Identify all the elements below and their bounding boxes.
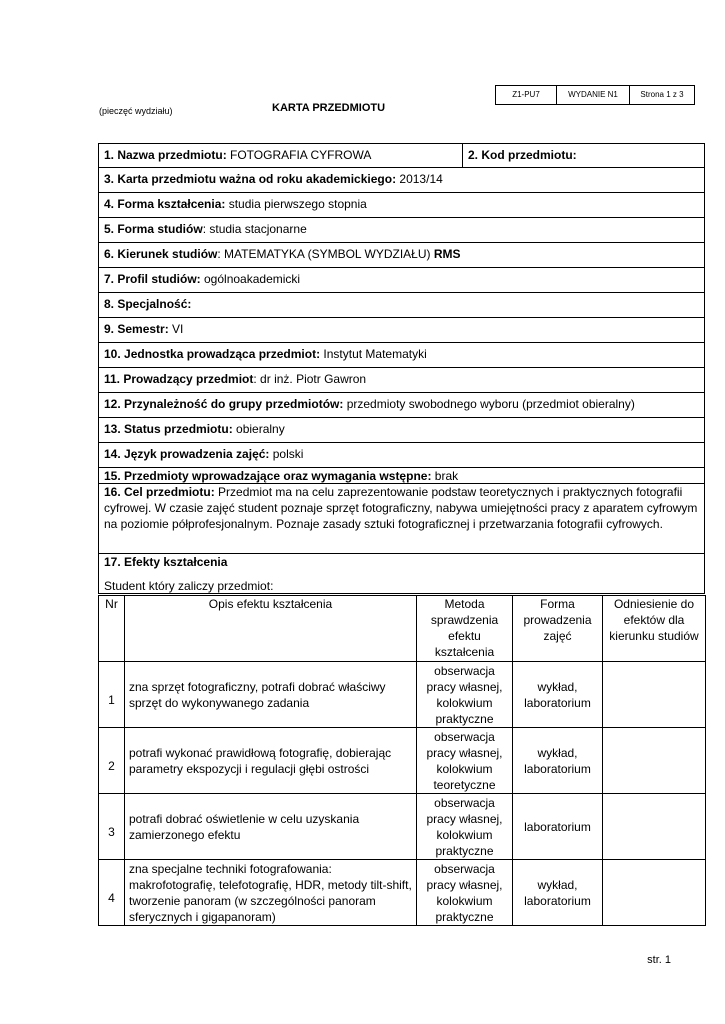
study-form-label: 5. Forma studiów (104, 222, 203, 236)
document-code-table (495, 85, 695, 105)
form-code: Z1-PU7 (496, 86, 557, 105)
course-name-value: FOTOGRAFIA CYFROWA (226, 148, 372, 162)
row-course-name (98, 143, 705, 168)
outcome-description: zna sprzęt fotograficzny, potrafi dobrać właściwy sprzęt do wykonywanego zadania (125, 662, 417, 728)
verification-method: obserwacja pracy własnej, kolokwium praktyczne (417, 662, 513, 728)
class-form: wykład, laboratorium (513, 860, 603, 926)
class-form: wykład, laboratorium (513, 662, 603, 728)
specialty-label: 8. Specjalność: (104, 297, 192, 311)
academic-year-label: 3. Karta przedmiotu ważna od roku akademickiego: (104, 172, 397, 186)
course-goal-label: 16. Cel przedmiotu: (104, 485, 215, 499)
row-learning-outcomes (98, 554, 705, 594)
col-header-description: Opis efektu kształcenia (125, 596, 417, 662)
row-field-of-study (98, 243, 705, 268)
course-status-label: 13. Status przedmiotu: (104, 422, 233, 436)
verification-method: obserwacja pracy własnej, kolokwium praktyczne (417, 794, 513, 860)
faculty-stamp: (pieczęć wydziału) (99, 106, 173, 116)
course-group-label: 12. Przynależność do grupy przedmiotów: (104, 397, 344, 411)
row-unit (98, 343, 705, 368)
outcome-reference (603, 728, 706, 794)
page-number: str. 1 (647, 954, 671, 966)
learning-outcomes-table (98, 595, 706, 926)
row-course-group (98, 393, 705, 418)
class-form: wykład, laboratorium (513, 728, 603, 794)
field-of-study-value: : MATEMATYKA (SYMBOL WYDZIAŁU) (217, 247, 434, 261)
course-group-value: przedmioty swobodnego wyboru (przedmiot obieralny) (343, 397, 635, 411)
row-specialty (98, 293, 705, 318)
course-status-value: obieralny (232, 422, 285, 436)
lecturer-label: 11. Prowadzący przedmiot (104, 372, 254, 386)
course-info-table (98, 143, 705, 594)
outcome-reference (603, 860, 706, 926)
row-study-form (98, 218, 705, 243)
row-language (98, 443, 705, 468)
col-header-nr: Nr (99, 596, 125, 662)
study-profile-label: 7. Profil studiów: (104, 272, 201, 286)
table-row (99, 728, 706, 794)
unit-label: 10. Jednostka prowadząca przedmiot: (104, 347, 321, 361)
education-form-label: 4. Forma kształcenia: (104, 197, 226, 211)
col-header-reference: Odniesienie do efektów dla kierunku studiów (603, 596, 706, 662)
language-label: 14. Język prowadzenia zajęć: (104, 447, 270, 461)
course-name-label: 1. Nazwa przedmiotu: (104, 148, 227, 162)
outcome-reference (603, 794, 706, 860)
verification-method: obserwacja pracy własnej, kolokwium praktyczne (417, 860, 513, 926)
academic-year-value: 2013/14 (396, 172, 443, 186)
class-form: laboratorium (513, 794, 603, 860)
document-title: KARTA PRZEDMIOTU (272, 102, 386, 114)
row-education-form (98, 193, 705, 218)
row-study-profile (98, 268, 705, 293)
table-row (99, 662, 706, 728)
row-number: 4 (99, 860, 125, 926)
page-count: Strona 1 z 3 (630, 86, 695, 105)
prerequisites-label: 15. Przedmioty wprowadzające oraz wymagania wstępne: (104, 469, 432, 483)
field-of-study-label: 6. Kierunek studiów (104, 247, 218, 261)
semester-label: 9. Semestr: (104, 322, 169, 336)
education-form-value: studia pierwszego stopnia (225, 197, 367, 211)
table-row (99, 794, 706, 860)
row-semester (98, 318, 705, 343)
row-prerequisites (98, 468, 705, 484)
table-header-row (99, 596, 706, 662)
col-header-method: Metoda sprawdzenia efektu kształcenia (417, 596, 513, 662)
outcome-reference (603, 662, 706, 728)
row-number: 3 (99, 794, 125, 860)
row-course-status (98, 418, 705, 443)
outcome-description: zna specjalne techniki fotografowania: makrofotografię, telefotografię, HDR, metody tilt-shift, tworzenie panoram (w szczególności panoram sferycznych i gigapanoram) (125, 860, 417, 926)
outcome-description: potrafi wykonać prawidłową fotografię, dobierając parametry ekspozycji i regulacji głębi ostrości (125, 728, 417, 794)
learning-outcomes-intro: Student który zaliczy przedmiot: (104, 579, 274, 593)
col-header-form: Forma prowadzenia zajęć (513, 596, 603, 662)
lecturer-value: : dr inż. Piotr Gawron (253, 372, 367, 386)
learning-outcomes-label: 17. Efekty kształcenia (104, 555, 228, 569)
table-row (99, 860, 706, 926)
verification-method: obserwacja pracy własnej, kolokwium teoretyczne (417, 728, 513, 794)
edition: WYDANIE N1 (557, 86, 630, 105)
row-number: 2 (99, 728, 125, 794)
row-course-goal (98, 484, 705, 554)
language-value: polski (269, 447, 304, 461)
row-academic-year (98, 168, 705, 193)
study-profile-value: ogólnoakademicki (200, 272, 301, 286)
course-goal-value: Przedmiot ma na celu zaprezentowanie podstaw teoretycznych i praktycznych fotografii cyfrowej. W czasie zajęć student poznaje sprzęt fotograficzny, nabywa umiejętności pracy z aparatem cyfrowym na poziomie półprofesjonalnym. Poznaje zasady sztuki fotograficznej i przetwarzania fotografii cyfrowych. (104, 485, 698, 531)
row-number: 1 (99, 662, 125, 728)
semester-value: VI (168, 322, 184, 336)
prerequisites-value: brak (431, 469, 459, 483)
faculty-symbol: RMS (433, 247, 461, 261)
row-lecturer (98, 368, 705, 393)
unit-value: Instytut Matematyki (320, 347, 427, 361)
study-form-value: : studia stacjonarne (202, 222, 307, 236)
course-code-label: 2. Kod przedmiotu: (468, 148, 577, 162)
outcome-description: potrafi dobrać oświetlenie w celu uzyskania zamierzonego efektu (125, 794, 417, 860)
